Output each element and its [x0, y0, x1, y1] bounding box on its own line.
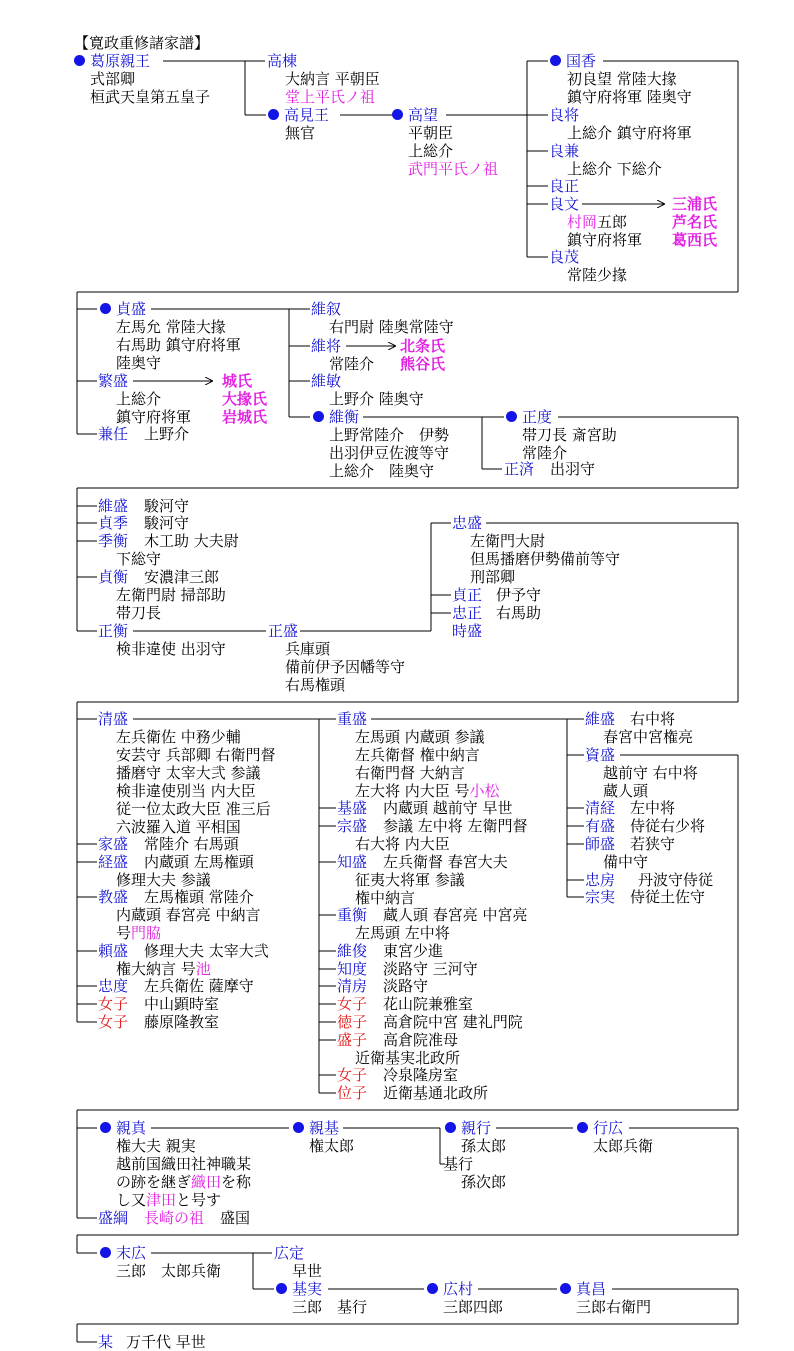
person-note: 左衛門大尉 — [470, 532, 546, 550]
person-iemori[interactable]: 家盛 — [98, 835, 129, 853]
person-note: 権中納言 — [355, 889, 416, 907]
person-note: 上総介 陸奥守 — [329, 462, 435, 480]
person-koremasa[interactable]: 維将 — [311, 337, 342, 355]
person-tomonori[interactable]: 知度 — [337, 960, 368, 978]
person-morizuna[interactable]: 盛綱 — [98, 1209, 129, 1227]
person-tokuko[interactable]: 徳子 — [337, 1013, 368, 1031]
person-note: 孫太郎 — [461, 1137, 507, 1155]
person-suehira[interactable]: 季衡 — [98, 532, 129, 550]
person-note: 駿河守 — [144, 497, 190, 515]
person-note: 常陸少掾 — [567, 266, 628, 284]
person-note: 平朝臣 — [408, 124, 454, 142]
person-nyoshi-4[interactable]: 女子 — [337, 1066, 368, 1084]
person-note: 従一位太政大臣 准三后 — [116, 800, 271, 818]
highlight-dot — [445, 1122, 456, 1133]
person-note: 検非違使別当 内大臣 — [116, 782, 256, 800]
person-tokimori[interactable]: 時盛 — [452, 622, 483, 640]
person-sukemori[interactable]: 資盛 — [585, 746, 616, 764]
person-note: 上野介 陸奥守 — [329, 390, 424, 408]
person-tadamori[interactable]: 忠盛 — [452, 514, 483, 532]
person-sadamasa[interactable]: 貞正 — [452, 586, 483, 604]
person-chikazane[interactable]: 親真 — [116, 1119, 147, 1137]
person-note: 常陸介 — [522, 444, 568, 462]
person-kuraiko[interactable]: 位子 — [337, 1084, 368, 1102]
person-yoshimasa[interactable]: 良将 — [549, 106, 580, 124]
person-tadanori[interactable]: 忠度 — [98, 977, 129, 995]
person-koreyoshi[interactable]: 維叙 — [311, 300, 342, 318]
person-shigehira[interactable]: 重衡 — [337, 906, 368, 924]
person-kazurahara[interactable]: 葛原親王 — [90, 52, 151, 70]
clan-kumagai[interactable]: 熊谷氏 — [400, 355, 446, 373]
person-note: 右馬助 鎮守府将軍 — [116, 336, 241, 354]
person-note: 出羽伊豆佐渡等守 — [329, 444, 450, 462]
person-suehiro[interactable]: 末広 — [116, 1244, 147, 1262]
person-moriko[interactable]: 盛子 — [337, 1031, 368, 1049]
person-note: 長崎の祖 — [144, 1209, 205, 1227]
clan-kasai[interactable]: 葛西氏 — [672, 231, 718, 249]
highlight-dot — [100, 1122, 111, 1133]
person-note: 近衛基通北政所 — [383, 1084, 489, 1102]
highlight-dot — [100, 1247, 111, 1258]
person-note: 花山院兼雅室 — [383, 995, 474, 1013]
clan-miura[interactable]: 三浦氏 — [672, 195, 718, 213]
person-note: 上野介 — [144, 425, 190, 443]
person-note: 三郎四郎 — [443, 1298, 504, 1316]
person-masahira[interactable]: 正衡 — [98, 622, 129, 640]
person-note: 右中将 — [630, 710, 676, 728]
person-note: 桓武天皇第五皇子 — [90, 88, 211, 106]
highlight-dot — [560, 1283, 571, 1294]
person-note: 高倉院准母 — [383, 1031, 459, 1049]
person-tsunemori[interactable]: 経盛 — [98, 853, 129, 871]
person-nyoshi-1[interactable]: 女子 — [98, 995, 129, 1013]
person-note: 村岡五郎 — [567, 213, 628, 231]
person-note: 征夷大将軍 参議 — [355, 871, 465, 889]
person-note: 淡路守 — [383, 977, 429, 995]
person-note: 帯刀長 斎宮助 — [522, 426, 617, 444]
person-tadamasa[interactable]: 忠正 — [452, 604, 483, 622]
clan-ashina[interactable]: 芦名氏 — [672, 213, 718, 231]
person-note: 刑部卿 — [470, 568, 516, 586]
person-note: 盛国 — [220, 1209, 251, 1227]
person-note: 上野常陸介 伊勢 — [329, 426, 450, 444]
person-motozane[interactable]: 基実 — [292, 1280, 323, 1298]
person-note: 万千代 早世 — [126, 1333, 206, 1351]
person-note: 侍従右少将 — [630, 817, 706, 835]
person-note: 左中将 — [630, 799, 676, 817]
person-note: 木工助 大夫尉 — [144, 532, 239, 550]
person-note: 左兵衛佐 中務少輔 — [116, 728, 241, 746]
person-note: 右大将 内大臣 — [355, 835, 450, 853]
person-masazumi[interactable]: 正済 — [504, 460, 535, 478]
person-note: 帯刀長 — [116, 604, 162, 622]
highlight-dot — [550, 55, 561, 66]
person-note: 無官 — [285, 124, 316, 142]
person-note: 高倉院中宮 建礼門院 — [383, 1013, 523, 1031]
person-note: 冷泉隆房室 — [383, 1066, 459, 1084]
person-yoshifumi[interactable]: 良文 — [549, 195, 580, 213]
person-note: 左馬頭 内蔵頭 参議 — [355, 728, 485, 746]
person-note: 権大納言 号池 — [116, 960, 211, 978]
person-note: 内蔵頭 越前守 早世 — [383, 799, 513, 817]
person-note: 検非違使 出羽守 — [116, 640, 226, 658]
person-note: 越前国織田社神職某 — [116, 1155, 252, 1173]
person-note: 丹波守侍従 — [638, 871, 714, 889]
person-note: 左馬允 常陸大掾 — [116, 318, 226, 336]
person-chikayuki[interactable]: 親行 — [461, 1119, 492, 1137]
person-shigemori[interactable]: 繁盛 — [98, 372, 129, 390]
person-note: 右衛門督 大納言 — [355, 764, 465, 782]
highlight-dot — [577, 1122, 588, 1133]
person-note: し又津田と号す — [116, 1191, 222, 1209]
person-sadahira[interactable]: 貞衡 — [98, 568, 129, 586]
person-yukihiro[interactable]: 行広 — [593, 1119, 624, 1137]
person-kunika[interactable]: 国香 — [566, 52, 597, 70]
person-nyoshi-3[interactable]: 女子 — [337, 995, 368, 1013]
person-munezane[interactable]: 宗実 — [585, 888, 616, 906]
person-note: 上総介 鎮守府将軍 — [567, 124, 692, 142]
person-takamune[interactable]: 高棟 — [267, 52, 298, 70]
person-note: 式部卿 — [90, 70, 136, 88]
person-note: 播磨守 太宰大弐 参議 — [116, 764, 261, 782]
person-note: 侍従土佐守 — [630, 888, 706, 906]
person-note: 淡路守 三河守 — [383, 960, 478, 978]
person-note: 三郎右衛門 — [576, 1298, 652, 1316]
person-note: 武門平氏ノ祖 — [408, 160, 499, 178]
person-note: 兵庫頭 — [285, 640, 331, 658]
clan-daijo[interactable]: 大掾氏 — [222, 390, 268, 408]
person-note: 備前伊予因幡等守 — [285, 658, 406, 676]
highlight-dot — [392, 109, 403, 120]
person-note: 春宮中宮権亮 — [603, 728, 694, 746]
person-note: 内蔵頭 左馬権頭 — [144, 853, 254, 871]
person-note: 東宮少進 — [383, 942, 444, 960]
person-note: 修理大夫 太宰大弐 — [144, 942, 269, 960]
person-arimori[interactable]: 有盛 — [585, 817, 616, 835]
person-masanori[interactable]: 正度 — [522, 408, 553, 426]
person-note: 太郎兵衛 — [593, 1137, 654, 1155]
person-note: 右馬権頭 — [285, 676, 346, 694]
person-note: 安濃津三郎 — [144, 568, 220, 586]
person-tadafusa[interactable]: 忠房 — [585, 871, 616, 889]
person-koremori[interactable]: 維盛 — [98, 497, 129, 515]
person-hiromura[interactable]: 広村 — [443, 1280, 474, 1298]
person-bou[interactable]: 某 — [98, 1333, 114, 1351]
person-note: 孫次郎 — [461, 1173, 507, 1191]
person-koremori-k[interactable]: 維盛 — [585, 710, 616, 728]
person-chikamoto[interactable]: 親基 — [309, 1119, 340, 1137]
person-note: 備中守 — [603, 853, 649, 871]
person-note: 中山顕時室 — [144, 995, 220, 1013]
highlight-dot — [313, 411, 324, 422]
person-korehira[interactable]: 維衡 — [329, 408, 360, 426]
person-note: 上総介 — [408, 142, 454, 160]
person-hirosada[interactable]: 広定 — [274, 1244, 305, 1262]
person-takami[interactable]: 高見王 — [284, 106, 330, 124]
person-note: 左兵衛佐 薩摩守 — [144, 977, 254, 995]
person-note: 伊予守 — [496, 586, 542, 604]
person-motomori[interactable]: 基盛 — [337, 799, 368, 817]
person-takamochi[interactable]: 高望 — [408, 106, 439, 124]
person-note: 左兵衛督 春宮大夫 — [383, 853, 508, 871]
person-note: 越前守 右中将 — [603, 764, 698, 782]
highlight-dot — [427, 1283, 438, 1294]
person-yoshimochi[interactable]: 良茂 — [549, 248, 580, 266]
person-norimori[interactable]: 教盛 — [98, 888, 129, 906]
person-note: 左馬権頭 常陸介 — [144, 888, 254, 906]
person-note: 藤原隆教室 — [144, 1013, 220, 1031]
person-yorimori[interactable]: 頼盛 — [98, 942, 129, 960]
person-note: 初良望 常陸大掾 — [567, 70, 677, 88]
source-title: 【寛政重修諸家譜】 — [74, 34, 210, 52]
person-note: 大納言 平朝臣 — [285, 70, 380, 88]
person-note: 安芸守 兵部卿 右衛門督 — [116, 746, 276, 764]
person-note: 右馬助 — [496, 604, 542, 622]
person-yoshikane[interactable]: 良兼 — [549, 142, 580, 160]
person-note: 蔵人頭 春宮亮 中宮亮 — [383, 906, 528, 924]
person-kiyotsune[interactable]: 清経 — [585, 799, 616, 817]
person-note: 常陸介 — [329, 355, 375, 373]
person-note: 早世 — [292, 1262, 323, 1280]
person-note: 堂上平氏ノ祖 — [285, 88, 376, 106]
person-note: 左衛門尉 掃部助 — [116, 586, 226, 604]
person-note: 三郎 基行 — [292, 1298, 368, 1316]
person-note: 若狭守 — [630, 835, 676, 853]
person-shigemori-k[interactable]: 重盛 — [337, 710, 368, 728]
person-note: 左馬頭 左中将 — [355, 924, 450, 942]
person-moromori[interactable]: 師盛 — [585, 835, 616, 853]
highlight-dot — [293, 1122, 304, 1133]
person-note: 陸奥守 — [116, 354, 162, 372]
person-note: 鎮守府将軍 — [567, 231, 643, 249]
person-note: 六波羅入道 平相国 — [116, 818, 241, 836]
person-sanemasa[interactable]: 真昌 — [576, 1280, 607, 1298]
highlight-dot — [100, 303, 111, 314]
person-sadamori[interactable]: 貞盛 — [116, 300, 147, 318]
person-kiyomori[interactable]: 清盛 — [98, 710, 129, 728]
person-note: 権大夫 親実 — [116, 1137, 196, 1155]
person-note: 権太郎 — [309, 1137, 355, 1155]
person-note: 出羽守 — [550, 460, 596, 478]
person-note: 鎮守府将軍 陸奥守 — [567, 88, 692, 106]
person-note: 下総守 — [116, 550, 162, 568]
person-note: 蔵人頭 — [603, 782, 649, 800]
person-note: 上総介 — [116, 390, 162, 408]
person-nyoshi-2[interactable]: 女子 — [98, 1013, 129, 1031]
person-note: の跡を継ぎ織田を称 — [116, 1173, 252, 1191]
clan-hojo[interactable]: 北条氏 — [400, 337, 446, 355]
person-note: 右門尉 陸奥常陸守 — [329, 318, 454, 336]
person-tomomori[interactable]: 知盛 — [337, 853, 368, 871]
person-note: 但馬播磨伊勢備前等守 — [470, 550, 621, 568]
person-note: 駿河守 — [144, 514, 190, 532]
person-note: 鎮守府将軍 — [116, 408, 192, 426]
person-note: 上総介 下総介 — [567, 160, 662, 178]
highlight-dot — [74, 55, 85, 66]
person-yoshimasa2[interactable]: 良正 — [549, 177, 580, 195]
person-masamori[interactable]: 正盛 — [268, 622, 299, 640]
clan-iwaki[interactable]: 岩城氏 — [222, 408, 268, 426]
person-note: 参議 左中将 左衛門督 — [383, 817, 528, 835]
person-note: 修理大夫 参議 — [116, 871, 211, 889]
person-koretoshi-k[interactable]: 維俊 — [337, 942, 368, 960]
person-note: 三郎 太郎兵衛 — [116, 1262, 222, 1280]
person-note: 常陸介 右馬頭 — [144, 835, 239, 853]
person-kiyofusa[interactable]: 清房 — [337, 977, 368, 995]
person-note: 近衛基実北政所 — [355, 1049, 461, 1067]
highlight-dot — [268, 109, 279, 120]
person-motoyuki[interactable]: 基行 — [443, 1155, 474, 1173]
person-note: 内蔵頭 春宮亮 中納言 — [116, 906, 261, 924]
person-kanetou[interactable]: 兼任 — [98, 425, 129, 443]
highlight-dot — [276, 1283, 287, 1294]
person-sadasue[interactable]: 貞季 — [98, 514, 129, 532]
person-note: 左大将 内大臣 号小松 — [355, 782, 500, 800]
clan-jo[interactable]: 城氏 — [222, 372, 253, 390]
person-munemori[interactable]: 宗盛 — [337, 817, 368, 835]
person-note: 左兵衛督 権中納言 — [355, 746, 480, 764]
person-koretoshi[interactable]: 維敏 — [311, 372, 342, 390]
highlight-dot — [506, 411, 517, 422]
person-note: 号門脇 — [116, 924, 162, 942]
